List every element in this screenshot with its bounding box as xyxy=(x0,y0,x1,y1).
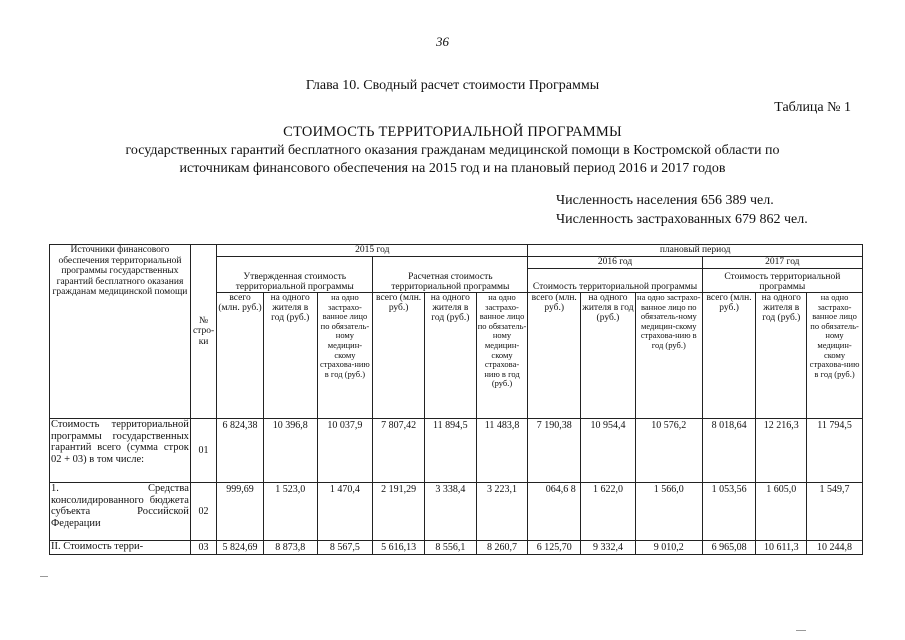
row-label: II. Стоимость терри- xyxy=(50,541,191,555)
document-subtitle-line2: источникам финансового обеспечения на 2015 год и на плановый период 2016 и 2017 годов xyxy=(179,161,726,176)
cost-table xyxy=(49,244,863,555)
cell-value: 1 053,56 xyxy=(702,483,756,541)
cell-value: 5 824,69 xyxy=(217,541,264,555)
cell-value: 10 954,4 xyxy=(581,419,636,483)
header-planned-period: плановый период xyxy=(528,245,863,257)
table-label: Таблица № 1 xyxy=(774,100,851,115)
header-year-2016: 2016 год xyxy=(528,257,702,269)
cell-value: 8 873,8 xyxy=(263,541,317,555)
scan-mark xyxy=(40,576,48,577)
cell-value: 1 470,4 xyxy=(317,483,373,541)
table-row xyxy=(50,541,863,555)
cell-value: 5 616,13 xyxy=(373,541,425,555)
document-title: СТОИМОСТЬ ТЕРРИТОРИАЛЬНОЙ ПРОГРАММЫ xyxy=(283,124,622,140)
header-year-2017: 2017 год xyxy=(702,257,862,269)
cell-value: 6 965,08 xyxy=(702,541,756,555)
population-count: Численность населения 656 389 чел. xyxy=(556,193,774,208)
cell-value: 3 223,1 xyxy=(476,483,528,541)
table-row xyxy=(50,483,863,541)
row-number: 01 xyxy=(190,419,216,483)
cell-value: 8 567,5 xyxy=(317,541,373,555)
cell-value: 11 483,8 xyxy=(476,419,528,483)
header-per-resident: на одного жителя в год (руб.) xyxy=(263,293,317,419)
document-subtitle-line1: государственных гарантий бесплатного оказания гражданам медицинской помощи в Костромской области по xyxy=(125,143,780,158)
insured-count: Численность застрахованных 679 862 чел. xyxy=(556,212,808,227)
cell-value: 8 556,1 xyxy=(424,541,476,555)
header-per-resident: на одного жителя в год (руб.) xyxy=(756,293,807,419)
cell-value: 1 549,7 xyxy=(807,483,863,541)
cell-value: 9 010,2 xyxy=(635,541,702,555)
cell-value: 10 576,2 xyxy=(635,419,702,483)
header-per-insured: на одно застрахо-ванное лицо по обязатель-ному медицин-скому страхова-нию в год (руб.) xyxy=(317,293,373,419)
cell-value: 9 332,4 xyxy=(581,541,636,555)
page-number: 36 xyxy=(436,34,449,49)
header-per-resident: на одного жителя в год (руб.) xyxy=(424,293,476,419)
header-year-2015: 2015 год xyxy=(217,245,528,257)
cell-value: 6 824,38 xyxy=(217,419,264,483)
header-calculated-cost: Расчетная стоимость территориальной программы xyxy=(373,257,528,293)
cell-value: 1 605,0 xyxy=(756,483,807,541)
chapter-heading: Глава 10. Сводный расчет стоимости Программы xyxy=(305,78,600,93)
scan-mark xyxy=(796,630,806,631)
cell-value: 1 566,0 xyxy=(635,483,702,541)
cell-value: 8 260,7 xyxy=(476,541,528,555)
cell-value: 2 191,29 xyxy=(373,483,425,541)
cell-value: 3 338,4 xyxy=(424,483,476,541)
header-row-number: № стро-ки xyxy=(190,245,216,419)
cell-value: 6 125,70 xyxy=(528,541,581,555)
row-label: 1. Средства консолидированного бюджета субъекта Российской Федерации xyxy=(50,483,191,541)
row-label: Стоимость территориальной программы государственных гарантий всего (сумма строк 02 + 03) в том числе: xyxy=(50,419,191,483)
cell-value: 10 037,9 xyxy=(317,419,373,483)
cell-value: 7 807,42 xyxy=(373,419,425,483)
header-total: всего (млн. руб.) xyxy=(702,293,756,419)
header-cost-2016: Стоимость территориальной программы xyxy=(528,269,702,293)
cell-value: 10 611,3 xyxy=(756,541,807,555)
header-per-insured: на одно застрахо-ванное лицо по обязатель-ному медицин-скому страхова-нию в год (руб.) xyxy=(635,293,702,419)
cell-value: 064,6 8 xyxy=(528,483,581,541)
header-per-resident: на одного жителя в год (руб.) xyxy=(581,293,636,419)
cell-value: 8 018,64 xyxy=(702,419,756,483)
header-source-column: Источники финансового обеспечения территориальной программы государственных гарантий бесплатного оказания гражданам медицинской помощи xyxy=(50,245,191,419)
cell-value: 10 396,8 xyxy=(263,419,317,483)
cell-value: 11 894,5 xyxy=(424,419,476,483)
header-total: всего (млн. руб.) xyxy=(528,293,581,419)
header-per-insured: на одно застрахо-ванное лицо по обязатель-ному медицин-скому страхова-нию в год (руб.) xyxy=(476,293,528,419)
cell-value: 12 216,3 xyxy=(756,419,807,483)
header-total: всего (млн. руб.) xyxy=(373,293,425,419)
row-number: 02 xyxy=(190,483,216,541)
cell-value: 999,69 xyxy=(217,483,264,541)
cell-value: 1 622,0 xyxy=(581,483,636,541)
cell-value: 10 244,8 xyxy=(807,541,863,555)
cell-value: 1 523,0 xyxy=(263,483,317,541)
cell-value: 7 190,38 xyxy=(528,419,581,483)
header-per-insured: на одно застрахо-ванное лицо по обязатель-ному медицин-скому страхова-нию в год (руб.) xyxy=(807,293,863,419)
row-number: 03 xyxy=(190,541,216,555)
table-row xyxy=(50,419,863,483)
cell-value: 11 794,5 xyxy=(807,419,863,483)
header-cost-2017: Стоимость территориальной программы xyxy=(702,269,862,293)
header-total: всего (млн. руб.) xyxy=(217,293,264,419)
header-approved-cost: Утвержденная стоимость территориальной программы xyxy=(217,257,373,293)
